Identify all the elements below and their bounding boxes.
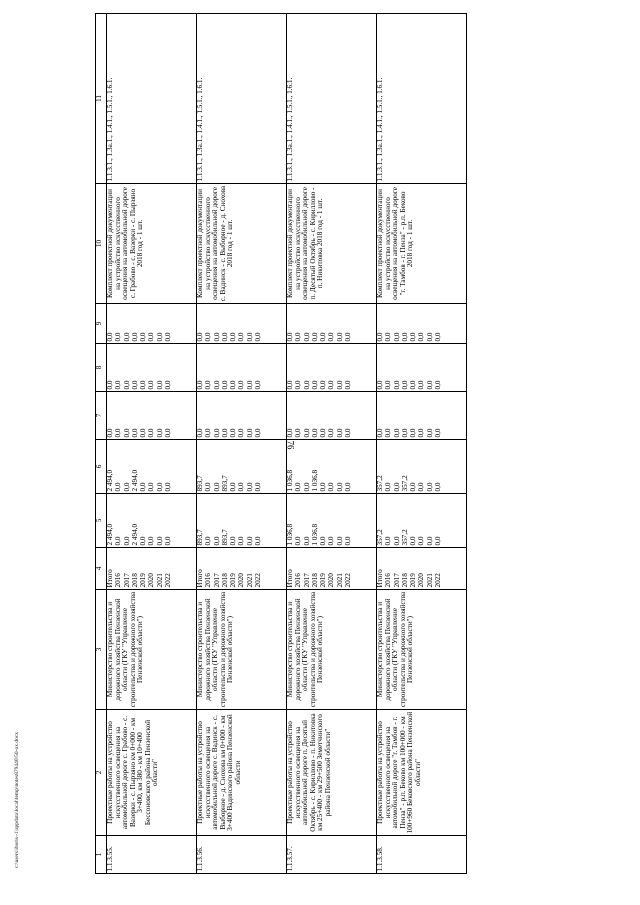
amount-cell: 0,0 (204, 428, 213, 438)
amount-cell: 0,0 (139, 428, 148, 438)
amount-cell: 0,0 (425, 428, 434, 438)
amount-cell: 0,0 (400, 428, 409, 438)
indicator-refs: 1.1.3.1., 1.3а.1., 1.4.1., 1.5.1., 1.6.1. (287, 14, 377, 184)
amount-cell: 0,0 (139, 482, 148, 492)
amount-cell: 0,0 (220, 332, 229, 342)
amount-list (377, 494, 467, 548)
amount-cell: 357,2 (400, 475, 409, 492)
amount-cell: 0,0 (122, 482, 131, 492)
amount-cell: 0,0 (155, 332, 164, 342)
amount-list (107, 494, 197, 548)
amount-cell: 0,0 (392, 380, 401, 390)
amount-cell: 0,0 (409, 332, 418, 342)
year-cell: 2018 (310, 573, 319, 588)
amount-cell: 0,0 (409, 482, 418, 492)
amount-cell: 0,0 (212, 536, 221, 546)
amount-cell: 2 494,0 (106, 523, 114, 546)
amount-cell: 0,0 (335, 332, 344, 342)
year-cell: 2020 (237, 573, 246, 588)
amount-cell: 0,0 (130, 428, 139, 438)
amount-cell: 0,0 (417, 332, 426, 342)
year-cell: Итого (106, 569, 114, 588)
amount-cell: 893,7 (196, 475, 204, 492)
amount-cell: 0,0 (147, 332, 156, 342)
amount-cell: 0,0 (319, 380, 328, 390)
amount-cell: 0,0 (425, 332, 434, 342)
amount-cell: 0,0 (327, 380, 336, 390)
year-cell: 2019 (139, 573, 148, 588)
year-cell: 2021 (335, 573, 344, 588)
amount-cell: 0,0 (434, 428, 443, 438)
amount-cell: 0,0 (196, 428, 204, 438)
amount-cell: 0,0 (344, 428, 353, 438)
amount-cell: 0,0 (196, 332, 204, 342)
amount-cell: 2 494,0 (130, 523, 139, 546)
amount-cell: 0,0 (204, 482, 213, 492)
amount-cell: 0,0 (220, 380, 229, 390)
amount-cell: 0,0 (254, 428, 263, 438)
year-cell: 2022 (344, 573, 353, 588)
year-cell: 2021 (245, 573, 254, 588)
amount-list (287, 344, 377, 392)
table-row (107, 14, 197, 874)
amount-cell: 0,0 (417, 380, 426, 390)
amount-cell: 0,0 (229, 332, 238, 342)
amount-list (377, 392, 467, 440)
amount-cell: 0,0 (204, 332, 213, 342)
amount-cell: 0,0 (114, 428, 123, 438)
amount-cell: 0,0 (204, 380, 213, 390)
col-header: 6 (96, 440, 107, 494)
work-name: Проектные работы на устройство искусственного освещения на автомобильной дороге с. Грабово - с. Вазерки - с. Пырзяно км 0+000 - км 3+400, км 380 - км 10+400 Бессоновского района Пензенской области" (107, 710, 197, 836)
amount-cell: 1 036,8 (286, 469, 294, 492)
amount-cell: 0,0 (245, 428, 254, 438)
amount-cell: 0,0 (147, 428, 156, 438)
amount-cell: 0,0 (147, 380, 156, 390)
expected-result: Комплект проектной документации на устройство искусственного освещения на автомобильной дороге с. Грабово - с. Вазерки - с. Пырзяно 2018 год - 1 шт. (107, 184, 197, 304)
amount-list (377, 440, 467, 494)
amount-cell: 0,0 (155, 380, 164, 390)
year-cell: Итого (286, 569, 294, 588)
year-cell: 2020 (417, 573, 426, 588)
amount-cell: 0,0 (417, 482, 426, 492)
work-name: Проектные работы на устройство искусственного освещения на автомобильной дороге п. Десятый Октябрь - с. Кириллово - п. Никитовка км 25+400 - км 29+500 Земетчинского района Пензенской области" (287, 710, 377, 836)
amount-cell: 0,0 (434, 380, 443, 390)
amount-cell: 0,0 (434, 482, 443, 492)
amount-list (197, 392, 287, 440)
amount-cell: 0,0 (114, 482, 123, 492)
indicator-refs: 1.1.3.1., 1.3а.1., 1.4.1., 1.5.1., 1.6.1. (377, 14, 467, 184)
year-list (197, 548, 287, 590)
year-cell: 2017 (212, 573, 221, 588)
amount-cell: 0,0 (122, 428, 131, 438)
amount-cell: 0,0 (302, 380, 311, 390)
program-table (95, 13, 467, 874)
amount-cell: 0,0 (254, 380, 263, 390)
executor: Министерство строительства и дорожного хозяйства Пензенской области (ГКУ "Управление строительства и дорожного хозяйства Пензенской области") (287, 590, 377, 710)
amount-cell: 0,0 (286, 332, 294, 342)
amount-cell: 0,0 (229, 428, 238, 438)
amount-cell: 0,0 (237, 428, 246, 438)
col-header: 3 (96, 590, 107, 710)
amount-cell: 0,0 (139, 536, 148, 546)
amount-cell: 0,0 (425, 536, 434, 546)
table-row (287, 14, 377, 874)
expected-result: Комплект проектной документации на устройство искусственного освещения на автомобильной дороге "г. Тамбов - г. Пенза" - р.п. Беково 2018 год - 1 шт. (377, 184, 467, 304)
amount-cell: 357,2 (376, 475, 384, 492)
amount-cell: 0,0 (327, 428, 336, 438)
amount-cell: 0,0 (335, 482, 344, 492)
amount-cell: 0,0 (344, 482, 353, 492)
year-cell: 2019 (319, 573, 328, 588)
col-header: 7 (96, 392, 107, 440)
amount-cell: 0,0 (245, 482, 254, 492)
amount-cell: 0,0 (254, 536, 263, 546)
amount-cell: 0,0 (212, 380, 221, 390)
amount-cell: 0,0 (310, 380, 319, 390)
amount-cell: 0,0 (384, 380, 393, 390)
year-cell: 2020 (327, 573, 336, 588)
amount-cell: 0,0 (294, 428, 303, 438)
amount-list (287, 392, 377, 440)
amount-cell: 893,7 (220, 529, 229, 546)
amount-cell: 0,0 (302, 428, 311, 438)
amount-cell: 0,0 (106, 380, 114, 390)
amount-cell: 1 036,8 (310, 523, 319, 546)
amount-cell: 0,0 (319, 482, 328, 492)
amount-cell: 0,0 (122, 536, 131, 546)
amount-cell: 893,7 (220, 475, 229, 492)
amount-cell: 0,0 (286, 380, 294, 390)
amount-cell: 0,0 (344, 380, 353, 390)
amount-cell: 0,0 (114, 380, 123, 390)
col-header: 4 (96, 548, 107, 590)
amount-cell: 0,0 (229, 380, 238, 390)
amount-cell: 0,0 (344, 332, 353, 342)
amount-cell: 0,0 (344, 536, 353, 546)
amount-cell: 0,0 (425, 482, 434, 492)
amount-cell: 0,0 (294, 380, 303, 390)
amount-list (107, 304, 197, 344)
amount-cell: 0,0 (286, 428, 294, 438)
year-cell: 2019 (229, 573, 238, 588)
amount-cell: 0,0 (212, 332, 221, 342)
amount-cell: 0,0 (392, 536, 401, 546)
amount-cell: 0,0 (147, 482, 156, 492)
amount-cell: 0,0 (245, 380, 254, 390)
amount-cell: 0,0 (237, 332, 246, 342)
year-cell: 2016 (114, 573, 123, 588)
amount-cell: 0,0 (302, 332, 311, 342)
expected-result: Комплект проектной документации на устройство искусственного освещения на автомобильной дороге с. Вадинск - с. Выборное - д. Снохова 2018 год - 1 шт. (197, 184, 287, 304)
amount-cell: 0,0 (164, 536, 173, 546)
year-cell: 2018 (400, 573, 409, 588)
amount-cell: 0,0 (220, 428, 229, 438)
year-list (287, 548, 377, 590)
amount-cell: 0,0 (434, 536, 443, 546)
amount-cell: 0,0 (106, 332, 114, 342)
amount-list (107, 344, 197, 392)
amount-cell: 0,0 (204, 536, 213, 546)
year-cell: 2017 (122, 573, 131, 588)
amount-list (107, 440, 197, 494)
amount-cell: 0,0 (237, 536, 246, 546)
amount-cell: 893,7 (196, 529, 204, 546)
amount-cell: 0,0 (417, 536, 426, 546)
amount-cell: 0,0 (254, 482, 263, 492)
amount-cell: 2 494,0 (130, 469, 139, 492)
indicator-refs: 1.1.3.1., 1.3а.1., 1.4.1., 1.5.1., 1.6.1. (107, 14, 197, 184)
year-cell: 2019 (409, 573, 418, 588)
amount-cell: 0,0 (147, 536, 156, 546)
amount-cell: 0,0 (384, 428, 393, 438)
amount-list (287, 304, 377, 344)
footer-file-path: c:\users\iboris~1\appdata\local\temp\notes879440\50-ox.docx (14, 731, 20, 868)
amount-cell: 0,0 (106, 428, 114, 438)
year-cell: Итого (196, 569, 204, 588)
year-cell: 2017 (392, 573, 401, 588)
year-cell: 2021 (425, 573, 434, 588)
amount-cell: 0,0 (434, 332, 443, 342)
amount-cell: 0,0 (164, 428, 173, 438)
amount-cell: 0,0 (155, 482, 164, 492)
amount-cell: 0,0 (164, 380, 173, 390)
col-header: 8 (96, 344, 107, 392)
amount-cell: 0,0 (376, 428, 384, 438)
amount-cell: 0,0 (376, 332, 384, 342)
year-cell: 2020 (147, 573, 156, 588)
amount-cell: 0,0 (335, 536, 344, 546)
amount-cell: 0,0 (310, 332, 319, 342)
amount-list (197, 304, 287, 344)
amount-cell: 0,0 (155, 536, 164, 546)
amount-cell: 0,0 (130, 332, 139, 342)
amount-cell: 0,0 (212, 482, 221, 492)
executor: Министерство строительства и дорожного хозяйства Пензенской области (ГКУ "Управление строительства и дорожного хозяйства Пензенской области") (377, 590, 467, 710)
amount-cell: 1 036,8 (310, 469, 319, 492)
col-header: 1 (96, 836, 107, 874)
year-cell: 2022 (164, 573, 173, 588)
amount-cell: 0,0 (392, 332, 401, 342)
col-header: 2 (96, 710, 107, 836)
amount-cell: 1 036,8 (286, 523, 294, 546)
amount-cell: 0,0 (310, 428, 319, 438)
amount-list (197, 494, 287, 548)
year-cell: 2017 (302, 573, 311, 588)
amount-cell: 0,0 (302, 482, 311, 492)
amount-cell: 0,0 (376, 380, 384, 390)
amount-list (197, 440, 287, 494)
amount-cell: 0,0 (400, 332, 409, 342)
amount-cell: 0,0 (139, 332, 148, 342)
amount-list (377, 344, 467, 392)
amount-cell: 0,0 (327, 482, 336, 492)
year-cell: 2016 (204, 573, 213, 588)
amount-cell: 0,0 (327, 332, 336, 342)
amount-list (377, 304, 467, 344)
expected-result: Комплект проектной документации на устройство искусственного освещения на автомобильной дороге п. Десятый Октябрь - с. Кириллово - п. Никитовка 2018 год - 1 шт. (287, 184, 377, 304)
col-header: 9 (96, 304, 107, 344)
amount-cell: 0,0 (409, 428, 418, 438)
year-cell: 2022 (434, 573, 443, 588)
amount-cell: 0,0 (409, 380, 418, 390)
page-number: 76 (285, 440, 296, 450)
row-number: 1.1.3.58. (377, 836, 467, 874)
executor: Министерство строительства и дорожного хозяйства Пензенской области (ГКУ "Управление строительства и дорожного хозяйства Пензенской области") (197, 590, 287, 710)
col-header: 5 (96, 494, 107, 548)
work-name: Проектные работы на устройство искусственного освещения на автомобильной дороге с. Вадинск - с. Выборное - д. Снохова км 0+000 - км 3+400 Вадинского района Пензенской области (197, 710, 287, 836)
indicator-refs: 1.1.3.1., 1.3а.1., 1.4.1., 1.5.1., 1.6.1. (197, 14, 287, 184)
amount-cell: 0,0 (400, 380, 409, 390)
year-cell: 2018 (130, 573, 139, 588)
amount-cell: 0,0 (130, 380, 139, 390)
amount-cell: 0,0 (122, 332, 131, 342)
amount-cell: 0,0 (294, 536, 303, 546)
amount-cell: 0,0 (384, 332, 393, 342)
year-cell: 2016 (294, 573, 303, 588)
work-name: Проектные работы на устройство искусственного освещения на автомобильной дороге "г. Тамбов - г. Пенза" - р.п. Беково км 100+000 - км 100+960 Бековского района Пензенской области" (377, 710, 467, 836)
amount-cell: 0,0 (139, 380, 148, 390)
amount-cell: 0,0 (114, 332, 123, 342)
year-cell: 2018 (220, 573, 229, 588)
amount-cell: 357,2 (376, 529, 384, 546)
amount-list (197, 344, 287, 392)
year-list (107, 548, 197, 590)
amount-cell: 0,0 (319, 428, 328, 438)
amount-cell: 0,0 (335, 380, 344, 390)
year-list (377, 548, 467, 590)
amount-cell: 0,0 (245, 536, 254, 546)
amount-cell: 0,0 (409, 536, 418, 546)
amount-cell: 0,0 (319, 536, 328, 546)
amount-cell: 0,0 (196, 380, 204, 390)
amount-cell: 0,0 (425, 380, 434, 390)
row-number: 1.1.3.57. (287, 836, 377, 874)
amount-cell: 0,0 (327, 536, 336, 546)
amount-list (287, 440, 377, 494)
row-number: 1.1.3.55. (107, 836, 197, 874)
amount-cell: 0,0 (319, 332, 328, 342)
col-header: 10 (96, 184, 107, 304)
amount-cell: 0,0 (302, 536, 311, 546)
amount-cell: 0,0 (245, 332, 254, 342)
amount-cell: 0,0 (294, 332, 303, 342)
amount-cell: 0,0 (237, 482, 246, 492)
amount-cell: 0,0 (335, 428, 344, 438)
amount-cell: 0,0 (294, 482, 303, 492)
amount-cell: 0,0 (155, 428, 164, 438)
year-cell: 2016 (384, 573, 393, 588)
amount-cell: 0,0 (229, 482, 238, 492)
year-cell: 2022 (254, 573, 263, 588)
amount-cell: 0,0 (164, 332, 173, 342)
executor: Министерство строительства и дорожного хозяйства Пензенской области (ГКУ "Управление строительства и дорожного хозяйства Пензенской области") (107, 590, 197, 710)
col-header: 11 (96, 14, 107, 184)
amount-list (107, 392, 197, 440)
year-cell: Итого (376, 569, 384, 588)
amount-cell: 0,0 (384, 536, 393, 546)
amount-cell: 0,0 (392, 482, 401, 492)
table-row (197, 14, 287, 874)
amount-cell: 0,0 (254, 332, 263, 342)
amount-list (287, 494, 377, 548)
amount-cell: 0,0 (212, 428, 221, 438)
header-row (96, 14, 107, 874)
table-row (377, 14, 467, 874)
amount-cell: 0,0 (229, 536, 238, 546)
amount-cell: 2 494,0 (106, 469, 114, 492)
year-cell: 2021 (155, 573, 164, 588)
amount-cell: 0,0 (164, 482, 173, 492)
amount-cell: 0,0 (384, 482, 393, 492)
amount-cell: 0,0 (114, 536, 123, 546)
amount-cell: 0,0 (237, 380, 246, 390)
row-number: 1.1.3.56. (197, 836, 287, 874)
amount-cell: 0,0 (392, 428, 401, 438)
amount-cell: 357,2 (400, 529, 409, 546)
amount-cell: 0,0 (122, 380, 131, 390)
rotated-table-container (95, 14, 465, 874)
amount-cell: 0,0 (417, 428, 426, 438)
